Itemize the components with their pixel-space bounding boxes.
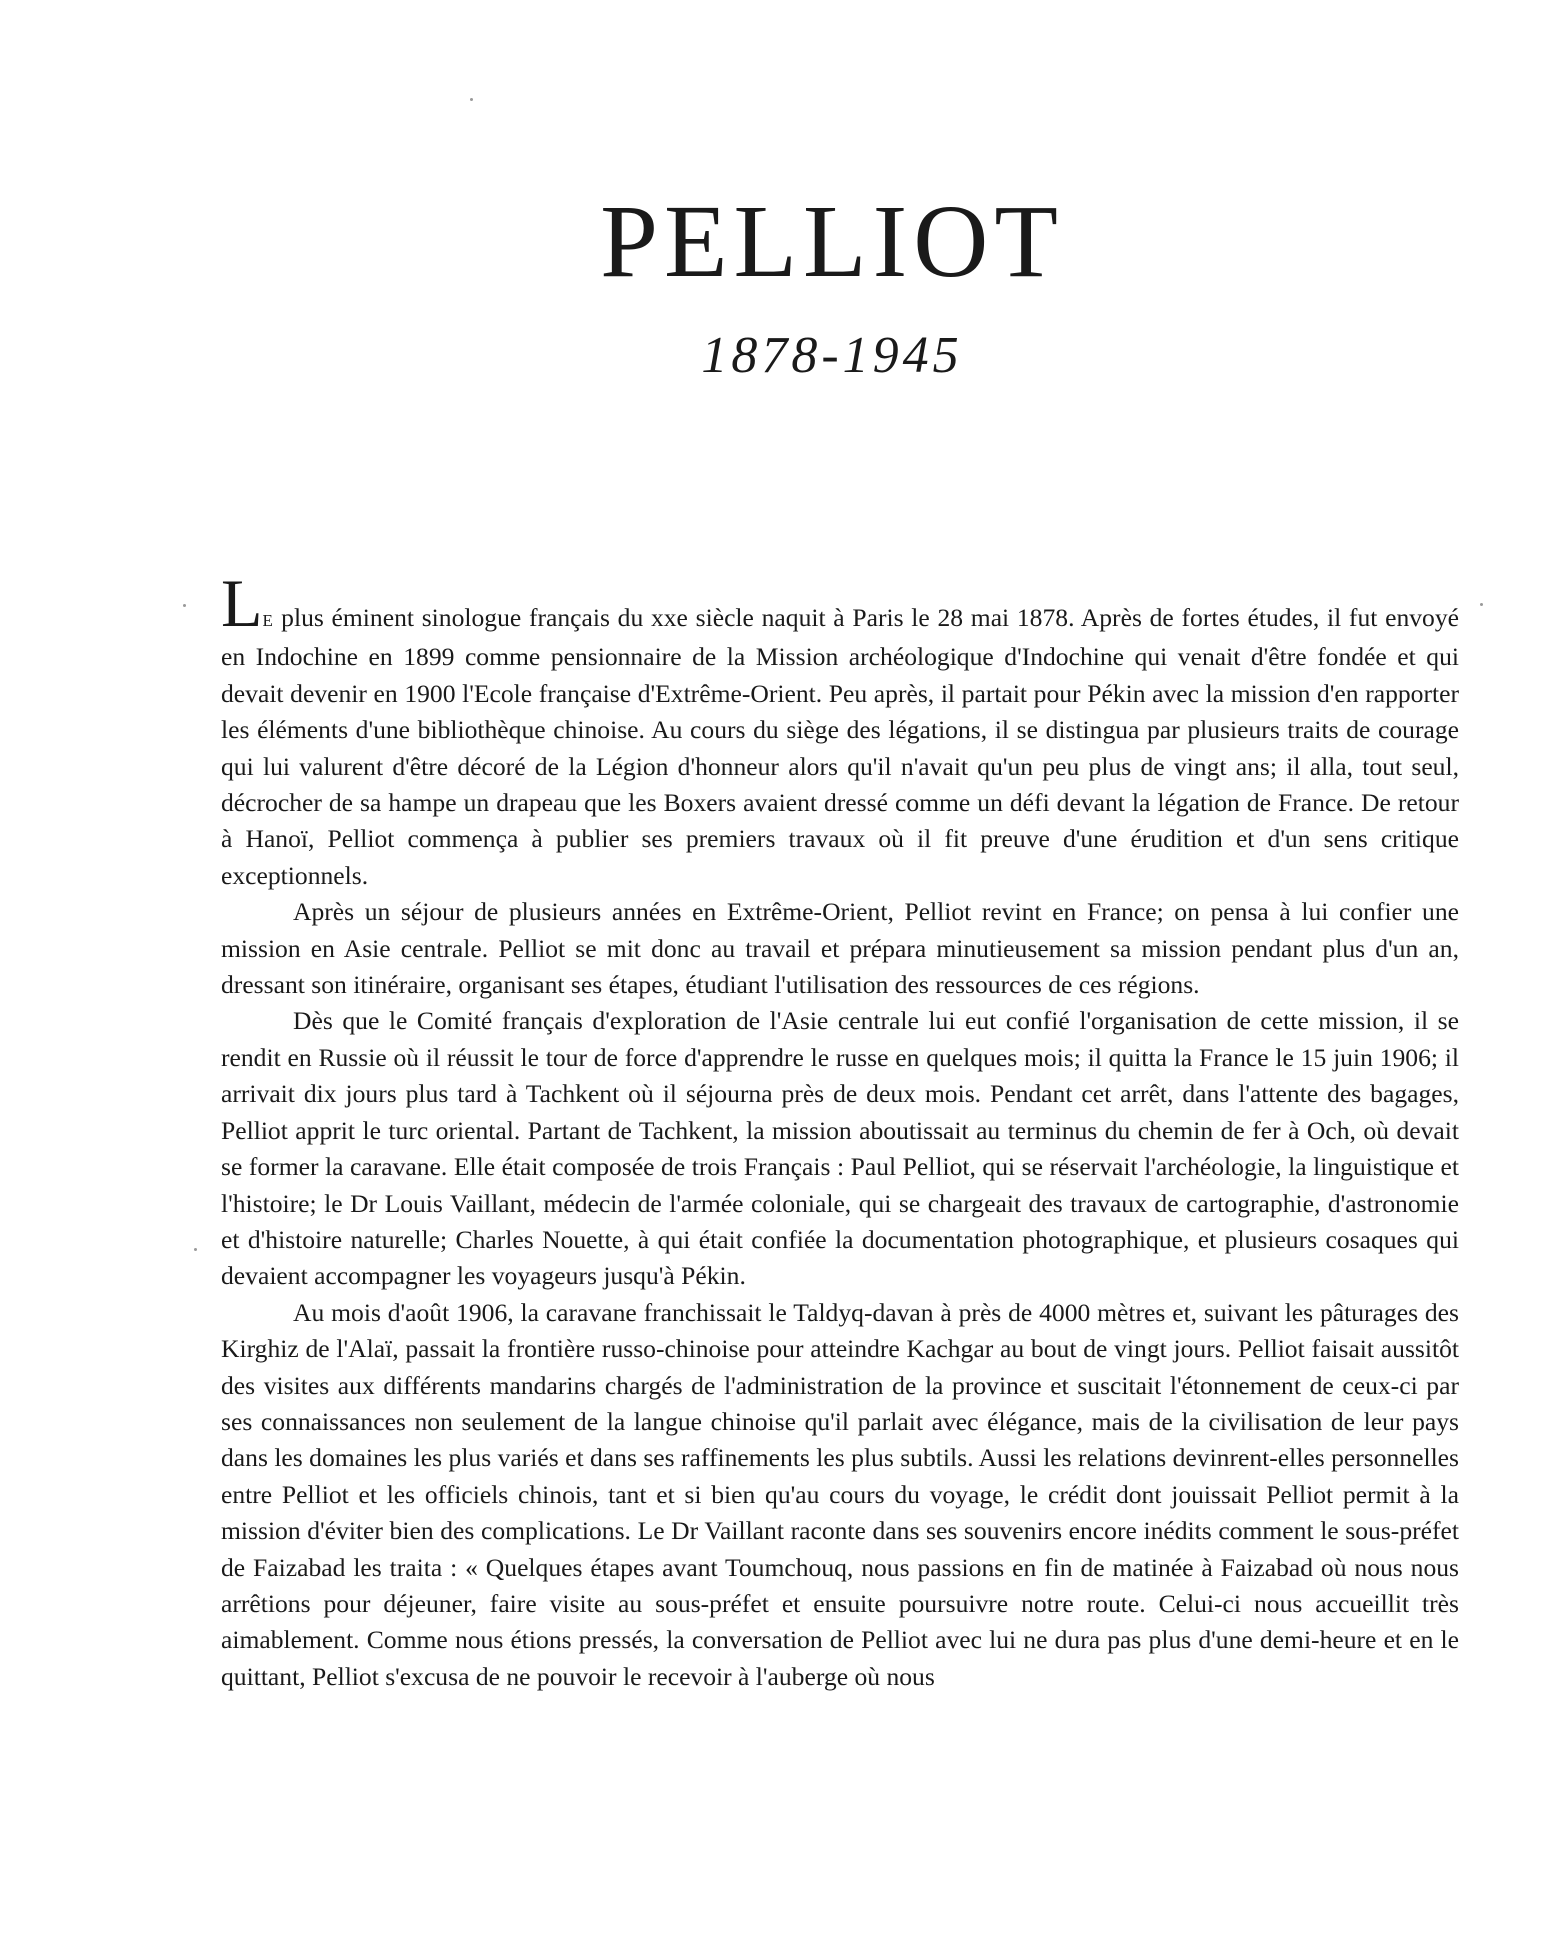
paragraph-2: Après un séjour de plusieurs années en Extrême-Orient, Pelliot revint en France; on pensa à lui confier une mission en Asie centrale. Pelliot se mit donc au travail et prépara minutieusement sa mission pendant plus d'un an, dressant son itinéraire, organisant ses étapes, étudiant l'utilisation des ressources de ces régions. (221, 897, 1459, 1000)
page-title: PELLIOT (600, 184, 1064, 299)
life-dates: 1878-1945 (701, 327, 963, 384)
drop-cap: L (221, 565, 263, 641)
scan-speck (1480, 603, 1483, 606)
paragraph-4: Au mois d'août 1906, la caravane franchissait le Taldyq-davan à près de 4000 mètres et, suivant les pâturages des Kirghiz de l'Alaï, passait la frontière russo-chinoise pour atteindre Kachgar au bout de vingt jours. Pelliot faisait aussitôt des visites aux différents mandarins chargés de l'administration de la province et suscitait l'étonnement de ceux-ci par ses connaissances non seulement de la langue chinoise qu'il parlait avec élégance, mais de la civilisation de leur pays dans les domaines les plus variés et dans ses raffinements les plus subtils. Aussi les relations devinrent-elles personnelles entre Pelliot et les officiels chinois, tant et si bien qu'au cours du voyage, le crédit dont jouissait Pelliot permit à la mission d'éviter bien des complications. Le Dr Vaillant raconte dans ses souvenirs encore inédits comment le sous-préfet de Faizabad les traita : « Quelques étapes avant Toumchouq, nous passions en fin de matinée à Faizabad où nous nous arrêtions pour déjeuner, faire visite au sous-préfet et ensuite poursuivre notre route. Celui-ci nous accueillit très aimablement. Comme nous étions pressés, la conversation de Pelliot avec lui ne dura pas plus d'une demi-heure et en le quittant, Pelliot s'excusa de ne pouvoir le recevoir à l'auberge où nous (221, 1297, 1459, 1691)
scan-speck (194, 1248, 197, 1251)
article-body (221, 565, 1459, 1695)
paragraph-1 (221, 565, 1459, 894)
scan-speck (183, 604, 186, 607)
paragraph-1-text: plus éminent sinologue français du xxe siècle naquit à Paris le 28 mai 1878. Après de fortes études, il fut envoyé en Indochine en 1899 comme pensionnaire de la Mission archéologique d'Indochine qui venait d'être fondée et qui devait devenir en 1900 l'Ecole française d'Extrême-Orient. Peu après, il partait pour Pékin avec la mission d'en rapporter les éléments d'une bibliothèque chinoise. Au cours du siège des légations, il se distingua par plusieurs traits de courage qui lui valurent d'être décoré de la Légion d'honneur alors qu'il n'avait qu'un peu plus de vingt ans; il alla, tout seul, décrocher de sa hampe un drapeau que les Boxers avaient dressé comme un défi devant la légation de France. De retour à Hanoï, Pelliot commença à publier ses premiers travaux où il fit preuve d'une érudition et d'un sens critique exceptionnels. (221, 603, 1459, 890)
small-cap: E (262, 611, 274, 630)
scan-speck (470, 98, 473, 101)
paragraph-3: Dès que le Comité français d'exploration de l'Asie centrale lui eut confié l'organisation de cette mission, il se rendit en Russie où il réussit le tour de force d'apprendre le russe en quelques mois; il quitta la France le 15 juin 1906; il arrivait dix jours plus tard à Tachkent où il séjourna près de deux mois. Pendant cet arrêt, dans l'attente des bagages, Pelliot apprit le turc oriental. Partant de Tachkent, la mission aboutissait au terminus du chemin de fer à Och, où devait se former la caravane. Elle était composée de trois Français : Paul Pelliot, qui se réservait l'archéologie, la linguistique et l'histoire; le Dr Louis Vaillant, médecin de l'armée coloniale, qui se chargeait des travaux de cartographie, d'astronomie et d'histoire naturelle; Charles Nouette, à qui était confiée la documentation photographique, et plusieurs cosaques qui devaient accompagner les voyageurs jusqu'à Pékin. (221, 1006, 1459, 1291)
